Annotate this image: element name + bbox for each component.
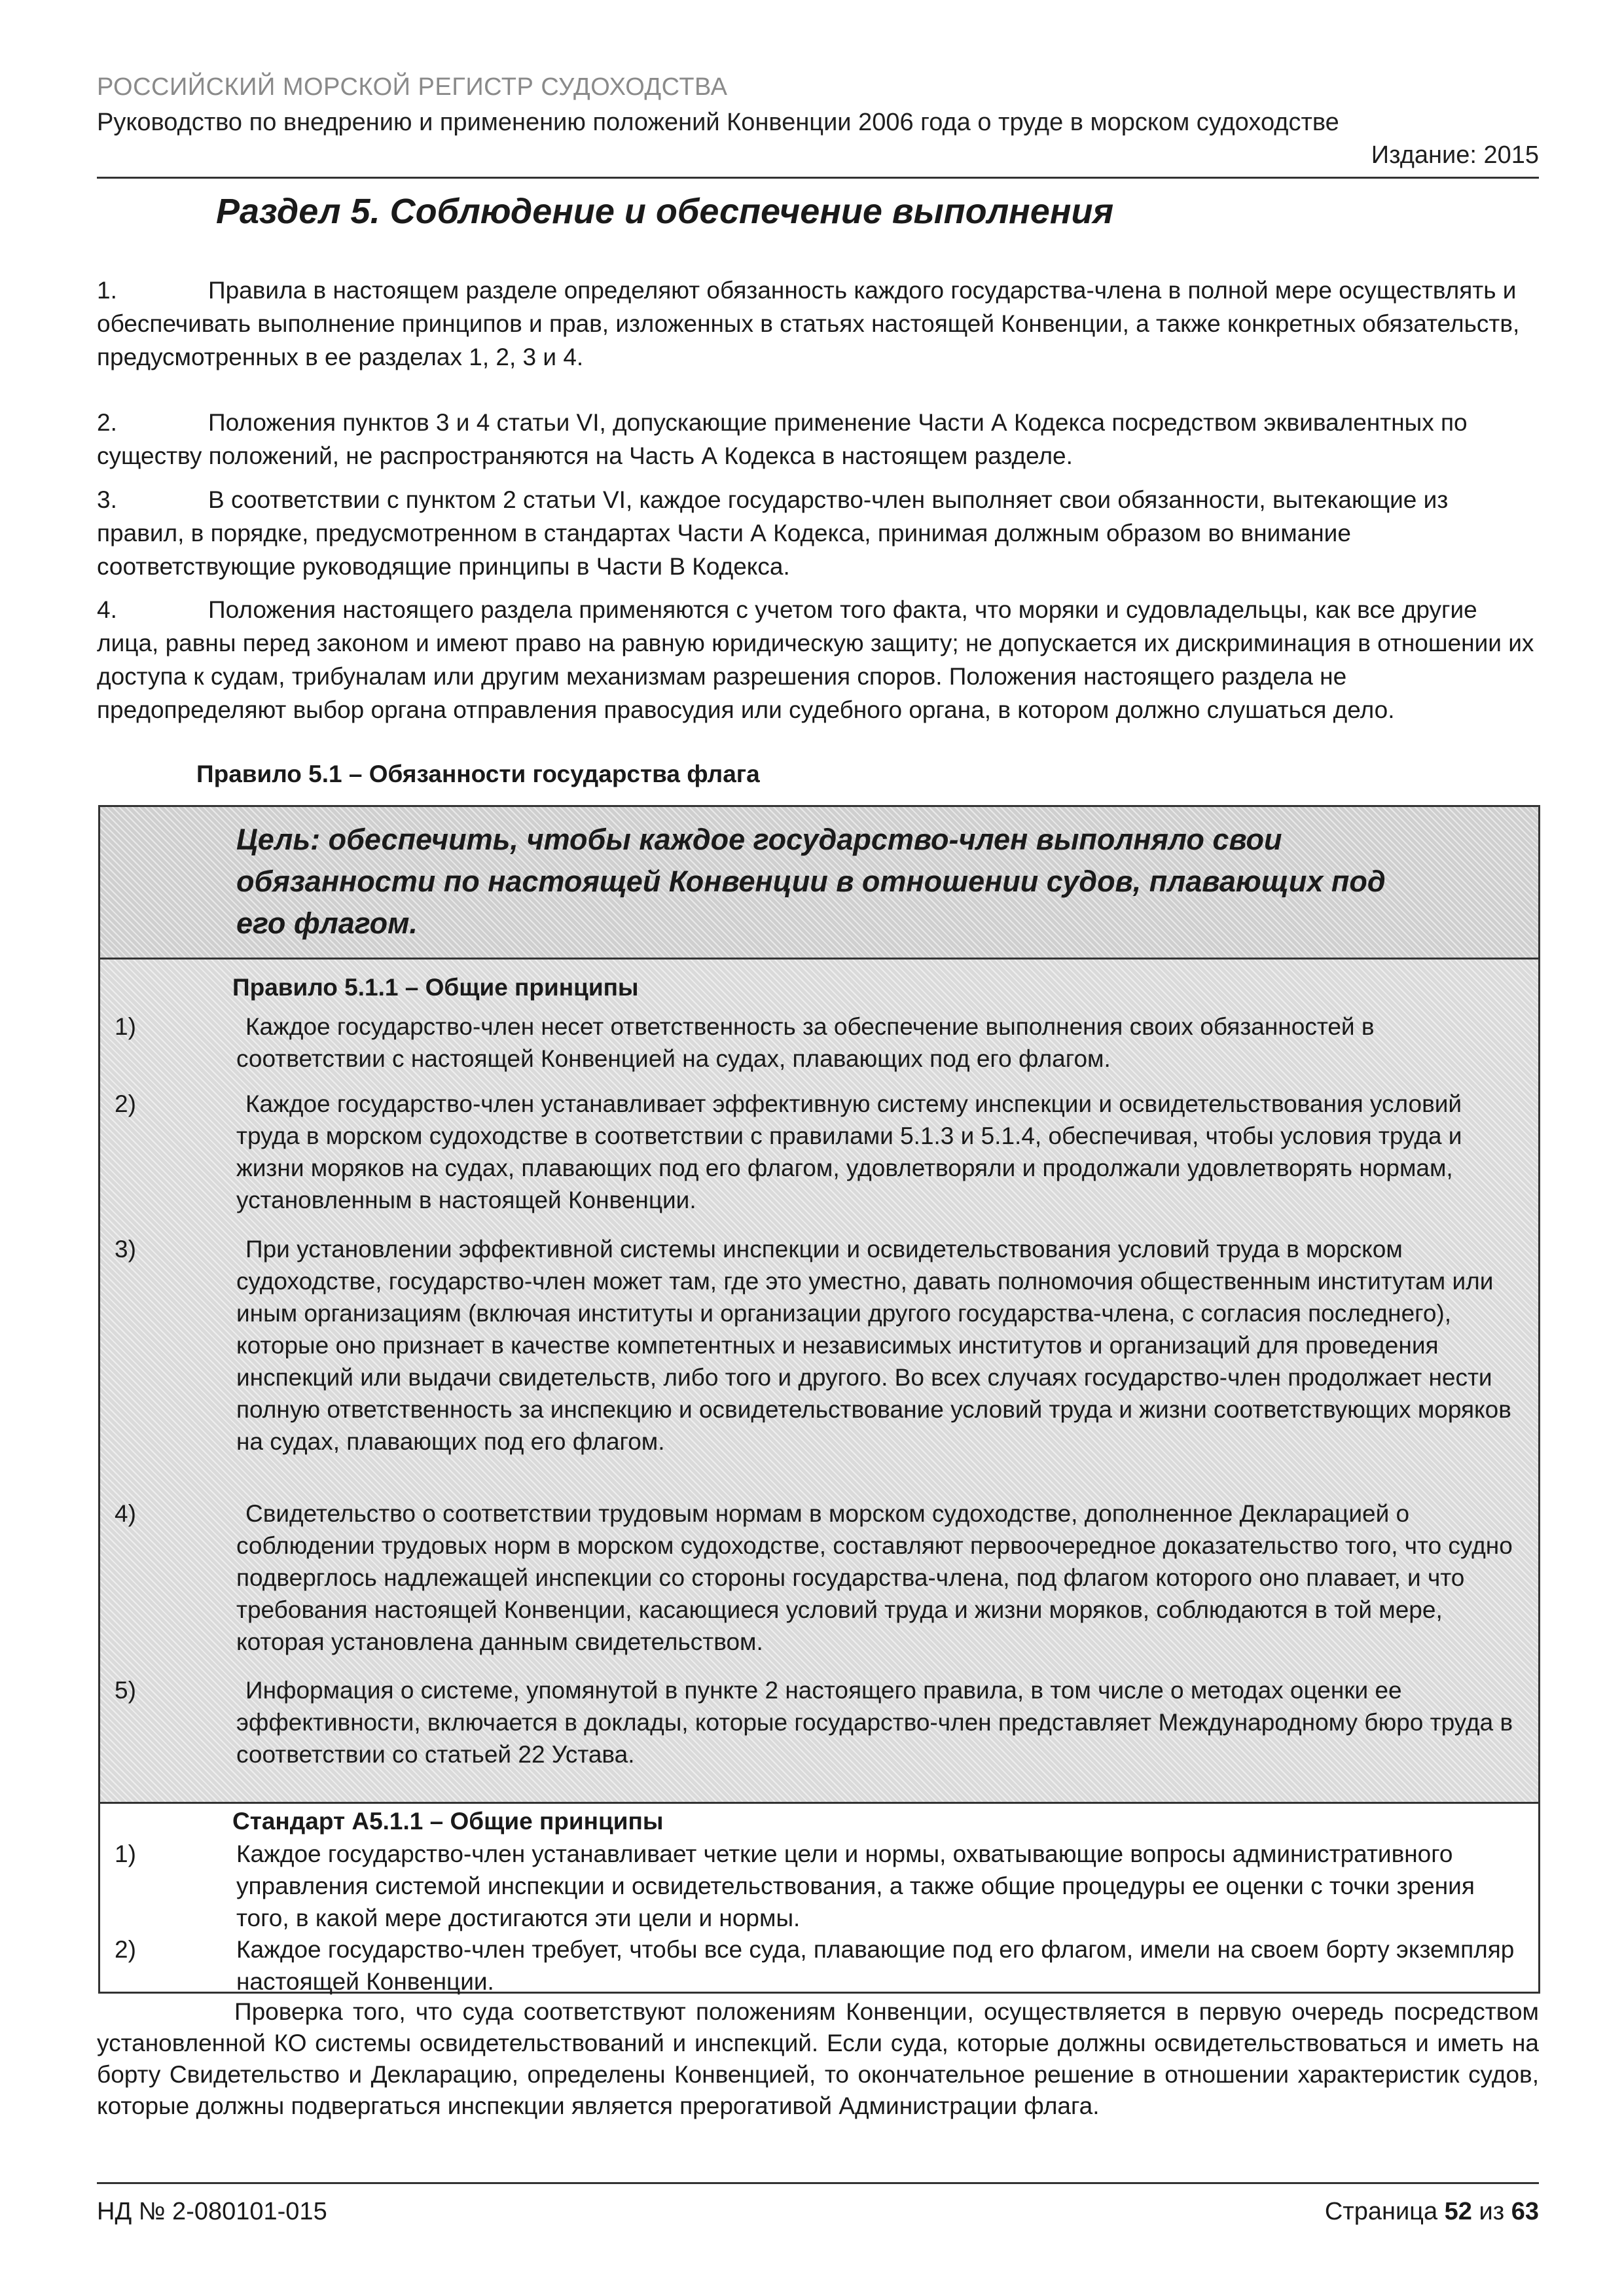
item-number: 3) — [115, 1236, 136, 1263]
item-number: 1) — [115, 1840, 136, 1867]
item-text: Информация о системе, упомянутой в пункте 2 настоящего правила, в том числе о методах оценки ее эффективности, включается в доклады, которые государство-член представляет Международному бюро труда в соответствии со статьей 22 Устава. — [236, 1677, 1513, 1768]
header-organization: РОССИЙСКИЙ МОРСКОЙ РЕГИСТР СУДОХОДСТВА — [97, 73, 728, 101]
paragraph-number: 2. — [97, 409, 117, 436]
section-title: Раздел 5. Соблюдение и обеспечение выполнения — [216, 192, 1114, 231]
page-total: 63 — [1511, 2198, 1539, 2225]
rule-item-5 — [100, 1674, 1527, 1770]
item-text: Свидетельство о соответствии трудовым нормам в морском судоходстве, дополненное Декларацией о соблюдении трудовых норм в морском судоходстве, составляют первоочередное доказательство того, что судно подверглось надлежащей инспекции со стороны государства-члена, под флагом которого оно плавает, и что требования настоящей Конвенции, касающиеся условий труда и жизни моряков, соблюдаются в той мере, которая установлена данным свидетельством. — [236, 1500, 1513, 1655]
item-text: Каждое государство-член устанавливает эффективную систему инспекции и освидетельствования условий труда в морском судоходстве в соответствии с правилами 5.1.3 и 5.1.4, обеспечивая, чтобы условия труда и жизни моряков на судах, плавающих под его флагом, удовлетворяли и продолжали удовлетворять нормам, установленным в настоящей Конвенции. — [236, 1090, 1462, 1213]
rule-item-1 — [100, 1011, 1527, 1075]
rule-item-4 — [100, 1498, 1527, 1658]
paragraph-number: 4. — [97, 596, 117, 623]
paragraph-number: 3. — [97, 486, 117, 513]
header-divider — [97, 177, 1539, 179]
standard-a5-1-1-panel — [100, 1804, 1538, 1994]
paragraph-number: 1. — [97, 277, 117, 304]
closing-text: Проверка того, что суда соответствуют положениям Конвенции, осуществляется в первую очередь посредством установленной КО системы освидетельствований и инспекций. Если суда, которые должны освидетельствоваться и иметь на борту Свидетельство и Декларацию, определены Конвенцией, то окончательное решение в отношении характеристик судов, которые должны подвергаться инспекции является прерогативой Администрации флага. — [97, 1998, 1539, 2119]
header-edition: Издание: 2015 — [1371, 141, 1539, 169]
rule-5-1-heading: Правило 5.1 – Обязанности государства флага — [196, 761, 760, 787]
item-number: 4) — [115, 1500, 136, 1527]
paragraph-3 — [97, 483, 1539, 583]
page-label: Страница — [1324, 2198, 1438, 2225]
item-number: 2) — [115, 1090, 136, 1117]
paragraph-1 — [97, 274, 1539, 374]
rule-5-1-1-heading: Правило 5.1.1 – Общие принципы — [232, 974, 639, 1001]
goal-text: Цель: обеспечить, чтобы каждое государство-член выполняло свои обязанности по настоящей Конвенции в отношении судов, плавающих под его флагом. — [236, 823, 1386, 940]
header-document-title: Руководство по внедрению и применению положений Конвенции 2006 года о труде в морском судоходстве — [97, 109, 1339, 136]
rule-item-2 — [100, 1088, 1527, 1216]
footer-divider — [97, 2182, 1539, 2184]
goal-panel — [100, 807, 1538, 960]
item-number: 5) — [115, 1677, 136, 1704]
paragraph-text: Положения настоящего раздела применяются с учетом того факта, что моряки и судовладельцы, как все другие лица, равны перед законом и имеют право на равную юридическую защиту; не допускается их дискриминация в отношении их доступа к судам, трибуналам или другим механизмам разрешения споров. Положения настоящего раздела не предопределяют выбор органа отправления правосудия или судебного органа, в котором должно слушаться дело. — [97, 596, 1534, 723]
standard-item-1 — [100, 1838, 1527, 1934]
regulation-frame — [98, 805, 1540, 1994]
item-text: При установлении эффективной системы инспекции и освидетельствования условий труда в морском судоходстве, государство-член может там, где это уместно, давать полномочия общественным институтам или иным организациям (включая институты и организации другого государства-члена, с согласия последнего), которые оно признает в качестве компетентных и независимых институтов и организаций для проведения инспекций или выдачи свидетельств, либо того и другого. Во всех случаях государство-член продолжает нести полную ответственность за инспекцию и освидетельствование условий труда и жизни соответствующих моряков на судах, плавающих под его флагом. — [236, 1236, 1511, 1455]
paragraph-text: Положения пунктов 3 и 4 статьи VI, допускающие применение Части А Кодекса посредством эквивалентных по существу положений, не распространяются на Часть А Кодекса в настоящем разделе. — [97, 409, 1468, 469]
standard-item-2 — [100, 1933, 1527, 1998]
item-text: Каждое государство-член несет ответственность за обеспечение выполнения своих обязанностей в соответствии с настоящей Конвенцией на судах, плавающих под его флагом. — [236, 1013, 1375, 1072]
page-of: из — [1479, 2198, 1505, 2225]
paragraph-text: Правила в настоящем разделе определяют обязанность каждого государства-члена в полной мере осуществлять и обеспечивать выполнение принципов и прав, изложенных в статьях настоящей Конвенции, а также конкретных обязательств, предусмотренных в ее разделах 1, 2, 3 и 4. — [97, 277, 1520, 370]
rule-5-1-1-panel — [100, 960, 1538, 1804]
item-number: 2) — [115, 1936, 136, 1963]
paragraph-4 — [97, 593, 1539, 726]
item-text: Каждое государство-член требует, чтобы все суда, плавающие под его флагом, имели на своем борту экземпляр настоящей Конвенции. — [236, 1936, 1515, 1995]
footer-page-indicator — [1325, 2198, 1539, 2226]
paragraph-text: В соответствии с пунктом 2 статьи VI, каждое государство-член выполняет свои обязанности, вытекающие из правил, в порядке, предусмотренном в стандартах Части А Кодекса, принимая должным образом во внимание соответствующие руководящие принципы в Части В Кодекса. — [97, 486, 1449, 580]
item-text: Каждое государство-член устанавливает четкие цели и нормы, охватывающие вопросы административного управления системой инспекции и освидетельствования, а также общие процедуры ее оценки с точки зрения того, в какой мере достигаются эти цели и нормы. — [236, 1840, 1475, 1931]
page-current: 52 — [1444, 2198, 1472, 2225]
footer-doc-number: НД № 2-080101-015 — [97, 2198, 327, 2225]
item-number: 1) — [115, 1013, 136, 1040]
paragraph-2 — [97, 406, 1539, 473]
closing-paragraph — [97, 1996, 1539, 2122]
standard-a5-1-1-heading: Стандарт А5.1.1 – Общие принципы — [232, 1808, 664, 1835]
rule-item-3 — [100, 1233, 1527, 1458]
